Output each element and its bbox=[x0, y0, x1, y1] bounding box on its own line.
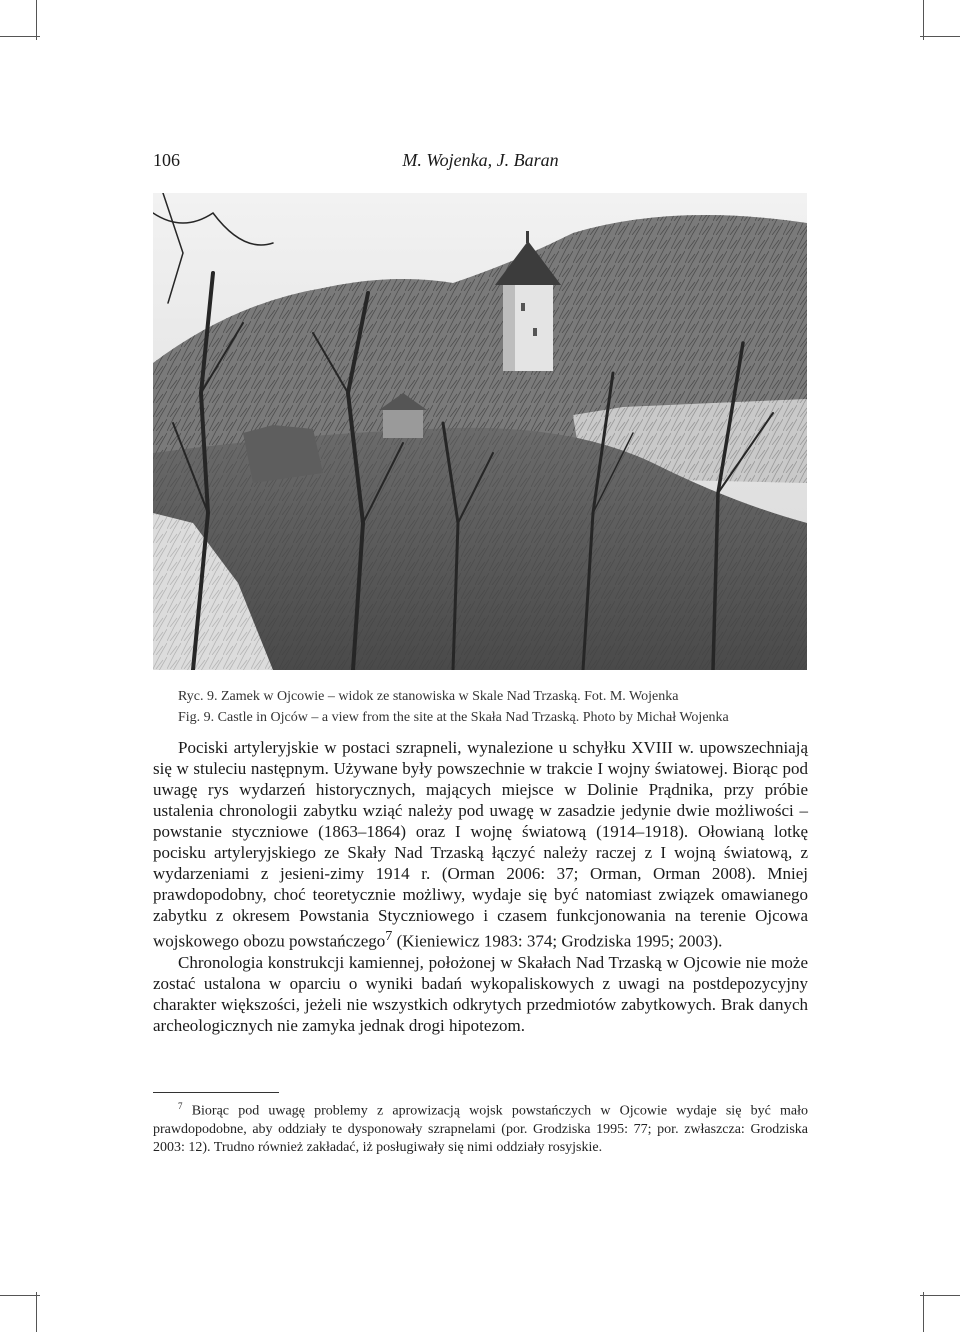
body-text bbox=[153, 737, 808, 1036]
photo-castle-ruins-icon bbox=[153, 193, 807, 670]
page-number: 106 bbox=[153, 150, 180, 170]
footnote bbox=[153, 1097, 808, 1157]
crop-mark-bottom-right-v bbox=[923, 1292, 924, 1332]
page-header bbox=[153, 150, 808, 174]
caption-english: Fig. 9. Castle in Ojców – a view from the site at the Skała Nad Trzaską. Photo by Michał Wojenka bbox=[178, 710, 729, 725]
paragraph: Chronologia konstrukcji kamiennej, położonej w Skałach Nad Trzaską w Ojcowie nie może zostać ustalona w oparciu o wyniki badań wykopaliskowych z uwagi na postdepozycyjny charakter większości, jeżeli nie wszystkich odkrytych przedmiotów zabytkowych. Brak danych archeologicznych nie zamyka jednak drogi hipotezom. bbox=[153, 952, 808, 1035]
footnote-reference: 7 bbox=[385, 928, 393, 944]
paragraph-1-citation: (Kieniewicz 1983: 374; Grodziska 1995; 2003). bbox=[392, 931, 723, 951]
figure-captions bbox=[178, 686, 729, 728]
crop-mark-top-left-v bbox=[36, 0, 37, 40]
footnote-rule bbox=[153, 1092, 279, 1093]
paragraph bbox=[153, 737, 808, 952]
crop-mark-top-right-v bbox=[923, 0, 924, 40]
crop-mark-bottom-right-h bbox=[920, 1295, 960, 1296]
paragraph-1-text: Pociski artyleryjskie w postaci szrapneli, wynalezione u schyłku XVIII w. upowszechniają się w stuleciu następnym. Używane były powszechnie w trakcie I wojny światowej. Biorąc pod uwagę rys wydarzeń historycznych, mających miejsce w Dolinie Prądnika, przy próbie ustalenia chronologii zabytku wziąć należy pod uwagę w zasadzie jedynie dwie możliwości – powstanie styczniowe (1863–1864) oraz I wojnę światową (1914–1918). Ołowianą lotkę pocisku artyleryjskiego ze Skały Nad Trzaską łączyć należy raczej z I wojną światową, z wydarzeniami z jesieni-zimy 1914 r. (Orman 2006: 37; Orman, Orman 2008). Mniej prawdopodobny, choć teoretycznie możliwy, wydaje się być natomiast związek omawianego zabytku z okresem Powstania Styczniowego i czasem funkcjonowania na terenie Ojcowa wojskowego obozu powstańczego bbox=[153, 738, 808, 951]
caption-polish: Ryc. 9. Zamek w Ojcowie – widok ze stanowiska w Skale Nad Trzaską. Fot. M. Wojenka bbox=[178, 689, 679, 704]
running-head: M. Wojenka, J. Baran bbox=[402, 150, 559, 170]
footnote-text: Biorąc pod uwagę problemy z aprowizacją wojsk powstańczych w Ojcowie wydaje się być mało prawdopodobne, aby oddziały te dysponowały szrapnelami (por. Grodziska 1995: 77; por. zwłaszcza: Grodziska 2003: 12). Trudno również zakładać, iż posługiwały się nimi oddziały rosyjskie. bbox=[153, 1103, 808, 1155]
footnote-number: 7 bbox=[178, 1101, 183, 1111]
crop-mark-top-right-h bbox=[920, 36, 960, 37]
figure-photo bbox=[153, 193, 807, 670]
crop-mark-top-left-h bbox=[0, 36, 40, 37]
crop-mark-bottom-left-v bbox=[36, 1292, 37, 1332]
crop-mark-bottom-left-h bbox=[0, 1295, 40, 1296]
